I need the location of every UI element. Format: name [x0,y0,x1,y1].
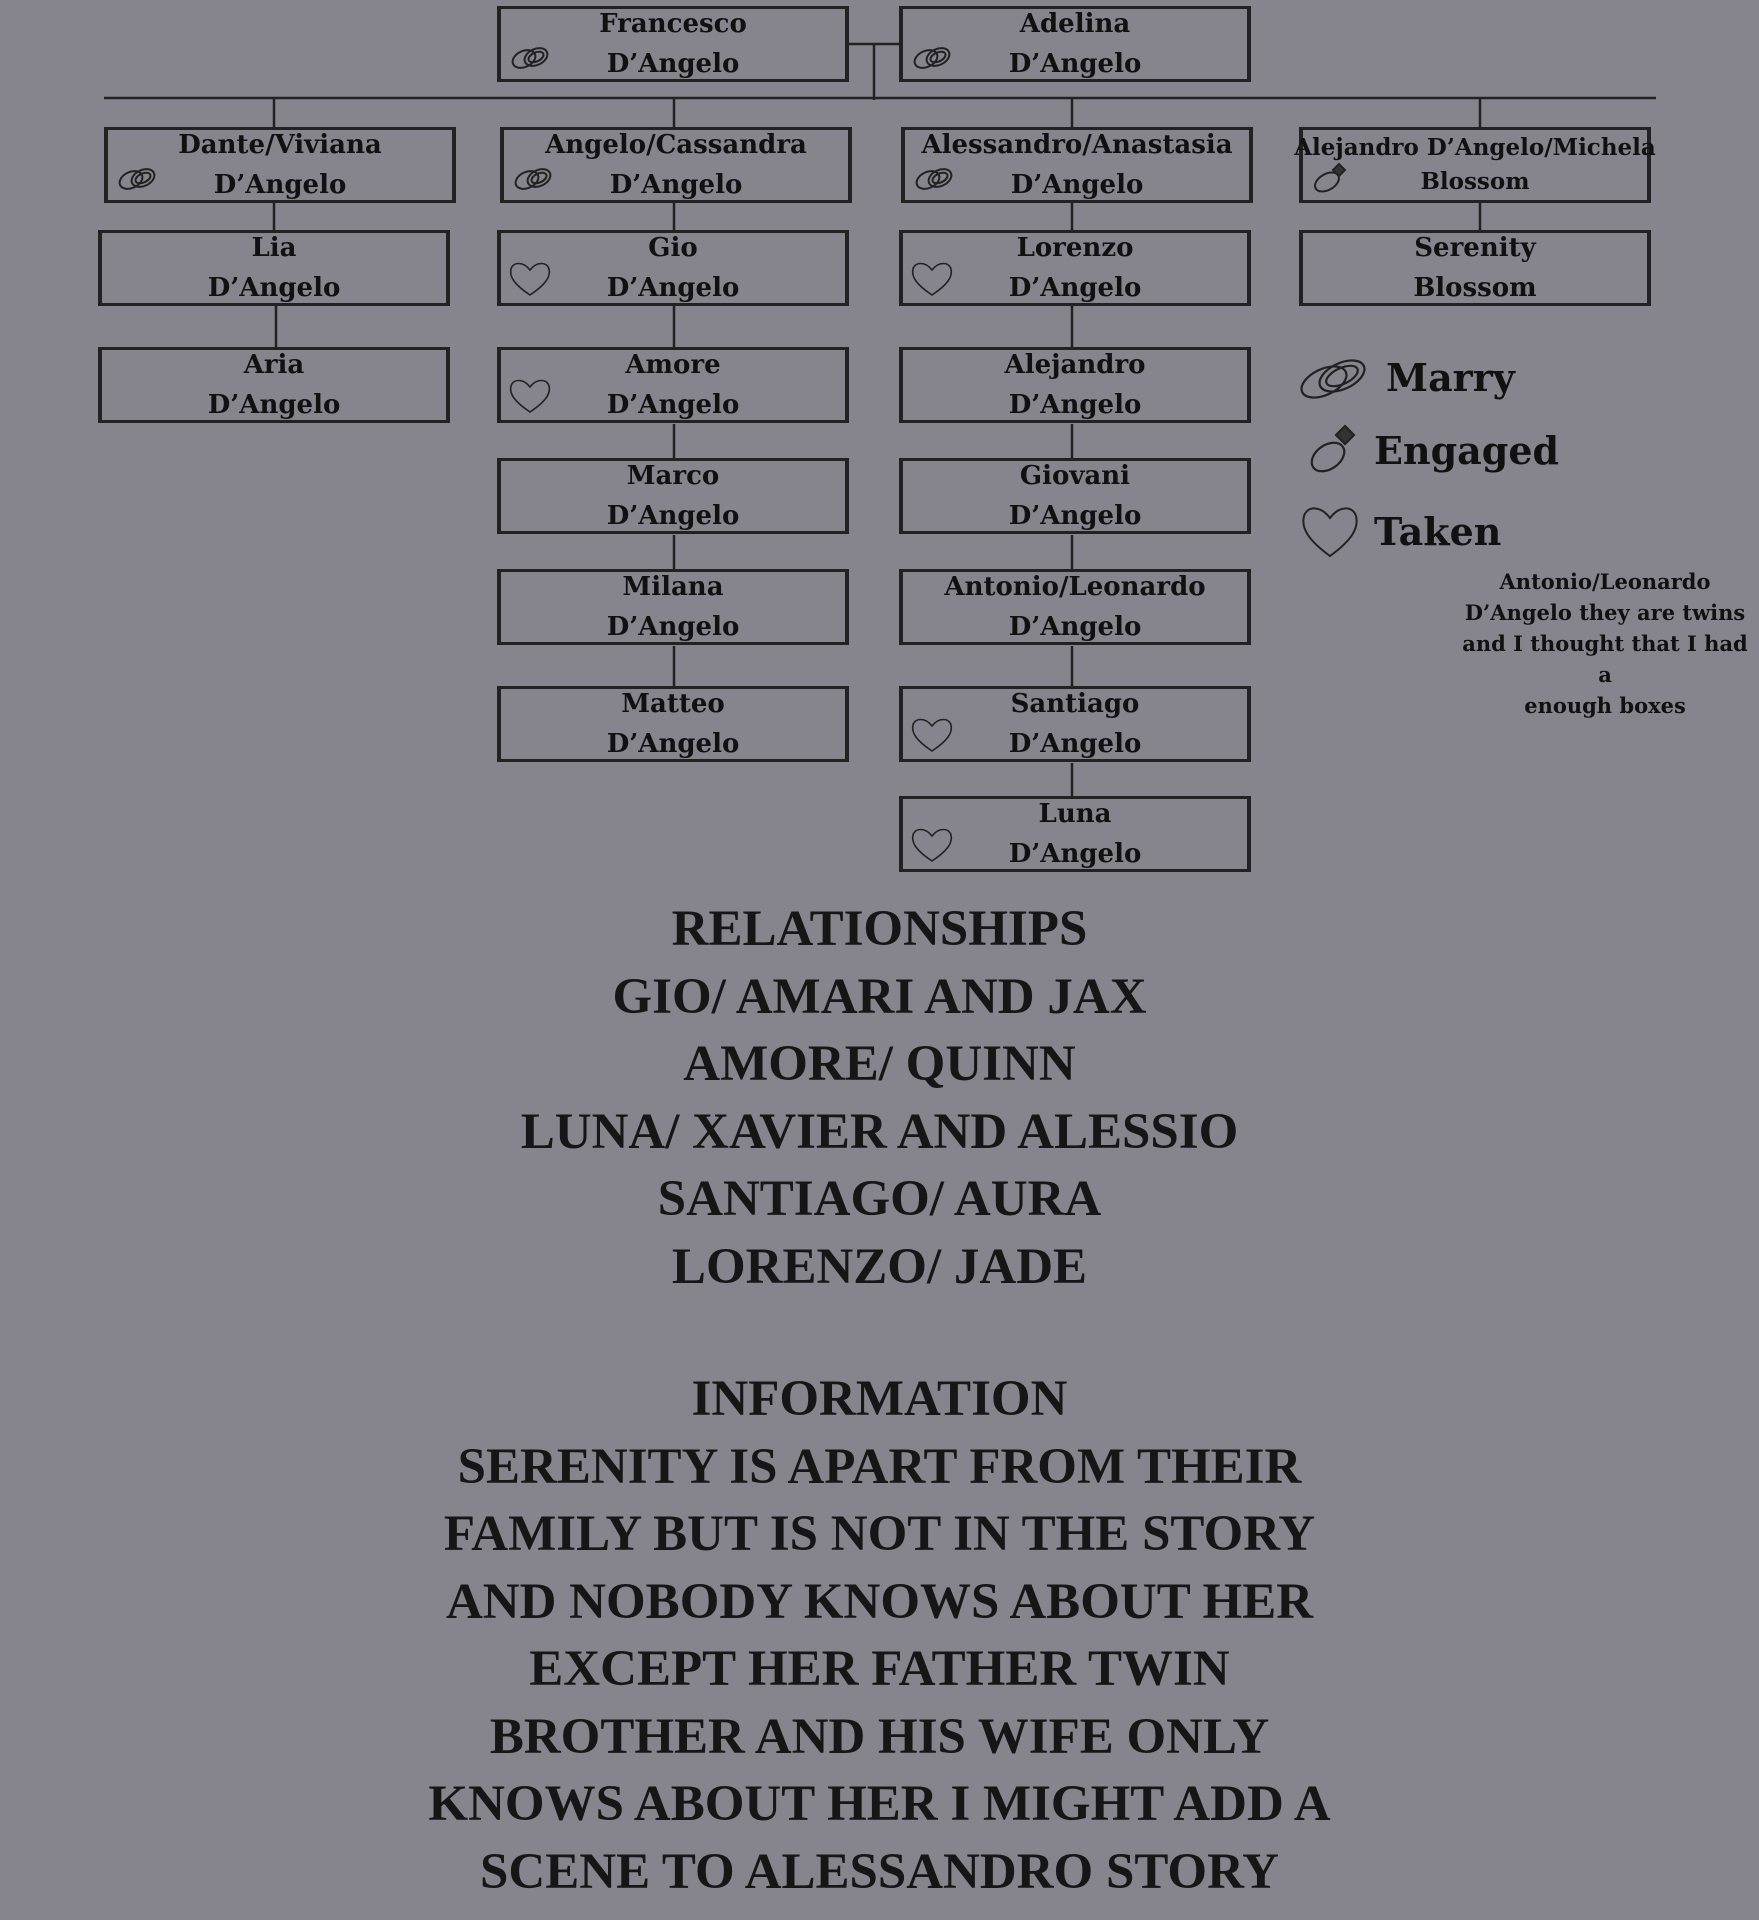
last-name: D’Angelo [1008,390,1142,420]
relationship-line: LUNA/ XAVIER AND ALESSIO [520,1103,1239,1160]
relationships-section [0,896,1759,1301]
amore-box [497,347,849,423]
first-name: Aria [243,350,305,380]
lorenzo-box [899,230,1251,306]
information-line: AND NOBODY KNOWS ABOUT HER [445,1573,1314,1630]
first-name: Alejandro [1004,350,1146,380]
wedding-rings-icon [1294,346,1374,408]
note-line: and I thought that I had a [1462,631,1748,687]
first-name: Serenity [1414,233,1536,263]
angelo-cassandra-box [500,127,852,203]
first-name: Angelo/Cassandra [545,130,807,160]
adelina-box [899,6,1251,82]
relationship-line: AMORE/ QUINN [683,1036,1076,1092]
first-name: Luna [1038,799,1112,829]
legend-label: Engaged [1374,427,1560,473]
last-name: D’Angelo [1010,170,1144,200]
first-name: Dante/Viviana [178,130,382,160]
last-name: D’Angelo [213,170,347,200]
first-name: Giovani [1019,461,1131,491]
last-name: D’Angelo [1008,273,1142,303]
heart-icon [507,259,553,299]
matteo-box [497,686,849,762]
twins-note [1460,566,1750,721]
alejandro-box [899,347,1251,423]
last-name: D’Angelo [606,729,740,759]
first-name: Antonio/Leonardo [944,572,1206,602]
last-name: D’Angelo [207,273,341,303]
information-section [0,1366,1759,1906]
heart-icon [507,376,553,416]
alessandro-anastasia-box [901,127,1253,203]
first-name: Marco [626,461,720,491]
milana-box [497,569,849,645]
wedding-rings-icon [911,156,957,196]
information-line: SERENITY IS APART FROM THEIR [457,1438,1302,1495]
legend-marry [1294,346,1515,408]
note-line: D’Angelo they are twins [1464,600,1746,625]
relationship-line: SANTIAGO/ AURA [657,1171,1102,1227]
lia-box [98,230,450,306]
wedding-rings-icon [510,156,556,196]
last-name: D’Angelo [609,170,743,200]
first-name: Amore [625,350,721,380]
antonio-leonardo-box [899,569,1251,645]
last-name: D’Angelo [606,501,740,531]
last-name: D’Angelo [1008,729,1142,759]
last-name: D’Angelo [207,390,341,420]
legend-label: Marry [1386,354,1515,400]
last-name: Blossom [1413,273,1537,303]
francesco-box [497,6,849,82]
last-name: D’Angelo [1008,612,1142,642]
information-line: SCENE TO ALESSANDRO STORY [480,1843,1279,1900]
relationship-line: GIO/ AMARI AND JAX [612,968,1147,1025]
last-name: D’Angelo [606,390,740,420]
last-name: D’Angelo [1008,49,1142,79]
last-name: D’Angelo [1008,501,1142,531]
last-name: D’Angelo [606,49,740,79]
wedding-rings-icon [909,35,955,75]
giovani-box [899,458,1251,534]
first-name: Milana [622,572,724,602]
legend-taken [1298,502,1501,560]
information-heading: INFORMATION [691,1371,1068,1427]
first-name: Gio [648,233,698,263]
information-line: EXCEPT HER FATHER TWIN [529,1641,1230,1697]
wedding-rings-icon [114,156,160,196]
santiago-box [899,686,1251,762]
relationship-line: LORENZO/ JADE [671,1238,1088,1295]
note-line: enough boxes [1524,693,1686,718]
marco-box [497,458,849,534]
last-name: Blossom [1420,168,1530,195]
relationships-heading: RELATIONSHIPS [671,901,1088,957]
last-name: D’Angelo [1008,839,1142,869]
first-name: Lorenzo [1016,233,1134,263]
heart-icon [909,259,955,299]
gio-box [497,230,849,306]
first-name: Adelina [1019,9,1131,39]
aria-box [98,347,450,423]
wedding-rings-icon [507,35,553,75]
first-name: Lia [251,233,297,263]
note-line: Antonio/Leonardo [1499,569,1711,594]
first-name: Francesco [599,9,747,39]
heart-icon [909,825,955,865]
alejandro-michela-box [1294,127,1656,203]
information-line: KNOWS ABOUT HER I MIGHT ADD A [428,1776,1331,1832]
last-name: D’Angelo [606,273,740,303]
legend-engaged [1304,421,1559,479]
information-line: BROTHER AND HIS WIFE ONLY [489,1708,1270,1765]
heart-icon [1298,502,1362,560]
luna-box [899,796,1251,872]
engagement-ring-icon [1304,421,1362,479]
last-name: D’Angelo [606,612,740,642]
serenity-box [1299,230,1651,306]
legend-label: Taken [1374,508,1502,554]
first-name: Matteo [621,689,725,719]
information-line: FAMILY BUT IS NOT IN THE STORY [443,1506,1316,1562]
first-name: Alejandro D’Angelo/Michela [1294,134,1656,161]
dante-viviana-box [104,127,456,203]
first-name: Santiago [1010,689,1140,719]
heart-icon [909,715,955,755]
engagement-ring-icon [1309,156,1355,196]
first-name: Alessandro/Anastasia [921,130,1233,160]
